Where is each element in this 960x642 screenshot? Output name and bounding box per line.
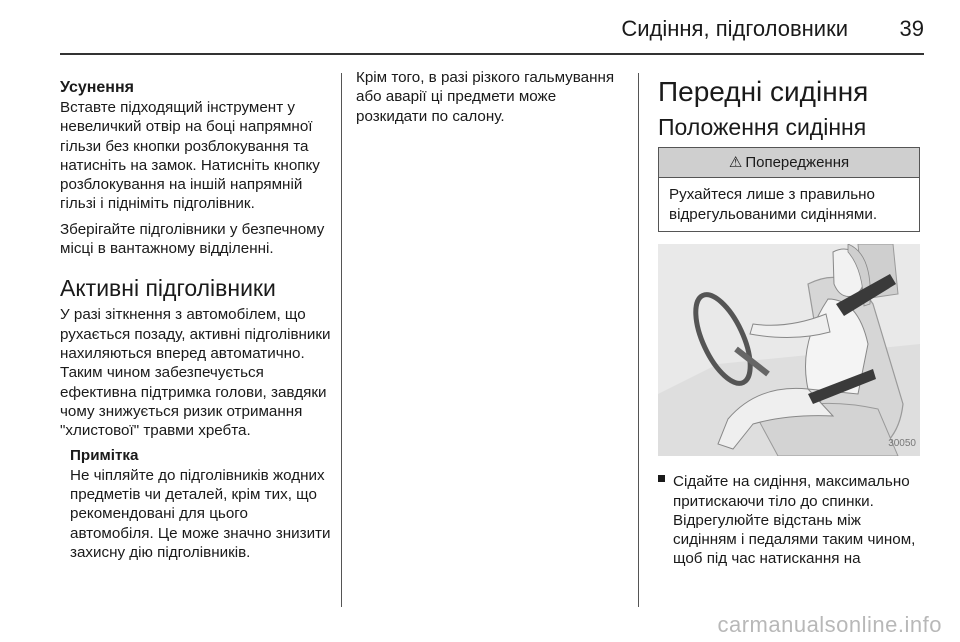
note-title: Примітка	[70, 447, 139, 465]
header-rule	[60, 53, 924, 55]
heading-front-seats: Передні сидіння	[658, 76, 869, 107]
warning-title: Попередження	[745, 154, 850, 171]
bullet-text: Сідайте на сидіння, максимально притискаючи тіло до спинки. Відрегулюйте відстань між сидінням і педалями таким чином, щоб під час натискання на	[673, 473, 916, 568]
note-box	[60, 446, 332, 562]
column-left	[60, 68, 332, 562]
column-right	[658, 66, 920, 569]
paragraph-removal: Вставте підходящий інструмент у невеличкий отвір на боці напрямної гільзи без кнопки розблокування та натисніть на замок. Натисніть кнопку розблокування на іншій напрямній гільзі і підніміть підголівник.	[60, 99, 320, 213]
seat-position-illustration	[658, 244, 920, 456]
warning-box	[658, 147, 920, 232]
paragraph-active-headrests: У разі зіткнення з автомобілем, що рухається позаду, активні підголівники нахиляються вперед автоматично. Таким чином забезпечується ефективна підтримка голови, завдяки чому знижується ризик отримання "хлистової" травми хребта.	[60, 306, 331, 440]
heading-seat-position: Положення сидіння	[658, 114, 867, 140]
column-divider-1	[341, 73, 342, 607]
warning-text: Рухайтеся лише з правильно відрегульованими сидіннями.	[669, 186, 878, 223]
column-middle	[356, 68, 621, 132]
warning-triangle-icon: ⚠	[728, 154, 743, 171]
bullet-square-icon	[658, 475, 665, 482]
paragraph-continuation: Крім того, в разі різкого гальмування або аварії ці предмети може розкидати по салону.	[356, 69, 615, 125]
driver-seat-drawing	[658, 244, 920, 456]
watermark: carmanualsonline.info	[717, 612, 942, 637]
column-divider-2	[638, 73, 639, 607]
heading-active-headrests: Активні підголівники	[60, 275, 276, 302]
page-number: 39	[899, 16, 924, 41]
bullet-item	[658, 472, 920, 568]
header-title: Сидіння, підголовники	[621, 16, 848, 41]
paragraph-storage: Зберігайте підголівники у безпечному місці в вантажному відділенні.	[60, 220, 325, 258]
figure-code: 30050	[888, 438, 916, 449]
heading-removal: Усунення	[60, 79, 134, 96]
note-text: Не чіпляйте до підголівників жодних предметів чи деталей, крім тих, що рекомендовані для цього автомобіля. Це може значно знизити захисну дію підголівників.	[70, 466, 331, 561]
warning-header	[659, 148, 919, 178]
